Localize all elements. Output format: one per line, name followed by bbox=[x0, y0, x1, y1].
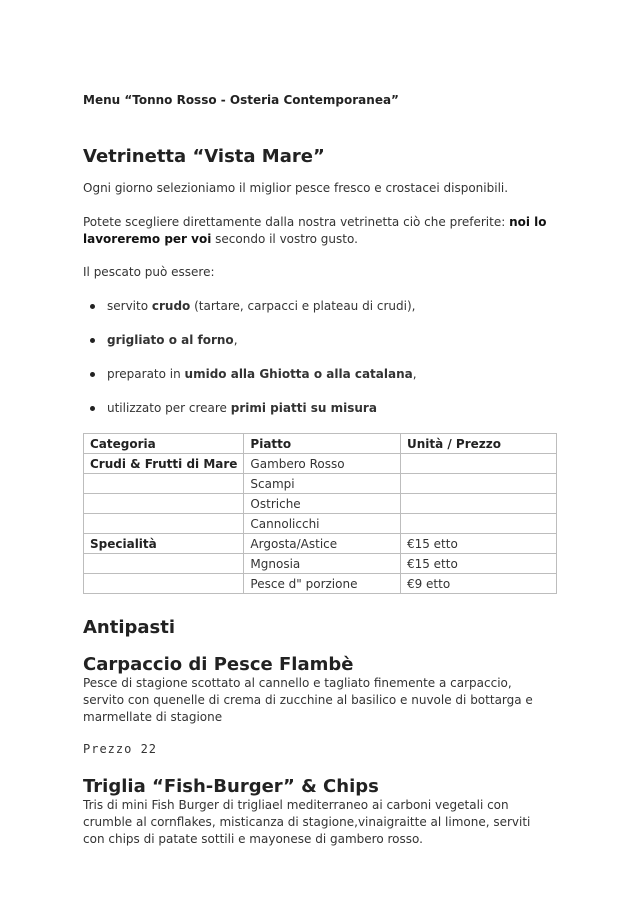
table-cell bbox=[84, 514, 244, 534]
table-row bbox=[84, 454, 557, 474]
bullet-text-bold: umido alla Ghiotta o alla catalana bbox=[184, 367, 413, 381]
bullet-text-post: , bbox=[233, 333, 238, 347]
bullet-dot-icon bbox=[90, 406, 95, 411]
bullet-text-pre: servito bbox=[107, 299, 152, 313]
table-cell: Specialità bbox=[84, 534, 244, 554]
table-cell: Mgnosia bbox=[244, 554, 401, 574]
table-cell: Cannolicchi bbox=[244, 514, 401, 534]
bullet-dot-icon bbox=[90, 372, 95, 377]
bullet-item bbox=[90, 366, 417, 383]
choose-text-bold: noi lo lavoreremo per voi bbox=[83, 215, 547, 246]
column-header: Unità / Prezzo bbox=[400, 434, 556, 454]
bullet-item bbox=[90, 298, 415, 315]
table-cell: Scampi bbox=[244, 474, 401, 494]
table-cell: Pesce d" porzione bbox=[244, 574, 401, 594]
document-header: Menu “Tonno Rosso - Osteria Contemporanea” bbox=[83, 93, 399, 107]
table-row bbox=[84, 534, 557, 554]
bullet-text-bold: grigliato o al forno bbox=[107, 333, 234, 347]
table-cell bbox=[400, 494, 556, 514]
table-cell bbox=[84, 554, 244, 574]
table-cell bbox=[84, 494, 244, 514]
table-row bbox=[84, 554, 557, 574]
choose-text-post: secondo il vostro gusto. bbox=[211, 232, 358, 246]
choose-text-pre: Potete scegliere direttamente dalla nostra vetrinetta ciò che preferite: bbox=[83, 215, 510, 229]
bullet-item bbox=[90, 332, 238, 349]
table-cell: Gambero Rosso bbox=[244, 454, 401, 474]
table-cell bbox=[400, 474, 556, 494]
bullet-text-post: , bbox=[412, 367, 417, 381]
dish-description: Pesce di stagione scottato al cannello e tagliato finemente a carpaccio, servito con quenelle di crema di zucchine al basilico e nuvole di bottarga e marmellate di stagione bbox=[83, 676, 533, 724]
table-cell: €15 etto bbox=[400, 534, 556, 554]
table-cell: Argosta/Astice bbox=[244, 534, 401, 554]
table-row bbox=[84, 474, 557, 494]
table-cell bbox=[84, 574, 244, 594]
bullet-item bbox=[90, 400, 377, 417]
bullet-dot-icon bbox=[90, 338, 95, 343]
bullet-dot-icon bbox=[90, 304, 95, 309]
table-cell bbox=[400, 514, 556, 534]
table-cell: €9 etto bbox=[400, 574, 556, 594]
dish-price: Prezzo 22 bbox=[83, 742, 158, 756]
table-cell bbox=[400, 454, 556, 474]
bullet-text-post: (tartare, carpacci e plateau di crudi), bbox=[190, 299, 416, 313]
bullet-text-pre: utilizzato per creare bbox=[107, 401, 231, 415]
dish-title: Triglia “Fish-Burger” & Chips bbox=[83, 776, 379, 797]
pescato-intro: Il pescato può essere: bbox=[83, 265, 215, 279]
dish-title: Carpaccio di Pesce Flambè bbox=[83, 654, 354, 675]
bullet-text-pre: preparato in bbox=[107, 367, 185, 381]
vetrinetta-choose-paragraph bbox=[83, 214, 553, 248]
table-cell: Crudi & Frutti di Mare bbox=[84, 454, 244, 474]
antipasti-title: Antipasti bbox=[83, 617, 176, 638]
table-row bbox=[84, 574, 557, 594]
table-row bbox=[84, 514, 557, 534]
table-row bbox=[84, 494, 557, 514]
pescato-table bbox=[83, 433, 557, 594]
table-cell bbox=[84, 474, 244, 494]
table-header-row bbox=[84, 434, 557, 454]
bullet-text-bold: crudo bbox=[151, 299, 191, 313]
column-header: Categoria bbox=[84, 434, 244, 454]
vetrinetta-intro: Ogni giorno selezioniamo il miglior pesce fresco e crostacei disponibili. bbox=[83, 181, 509, 195]
bullet-text-bold: primi piatti su misura bbox=[230, 401, 377, 415]
table-cell: €15 etto bbox=[400, 554, 556, 574]
table-cell: Ostriche bbox=[244, 494, 401, 514]
dish-description: Tris di mini Fish Burger di trigliael mediterraneo ai carboni vegetali con crumble al cornflakes, misticanza di stagione,vinaigraitte al limone, serviti con chips di patate sottili e mayonese di gambero rosso. bbox=[83, 798, 531, 846]
vetrinetta-title: Vetrinetta “Vista Mare” bbox=[83, 146, 325, 167]
column-header: Piatto bbox=[244, 434, 401, 454]
